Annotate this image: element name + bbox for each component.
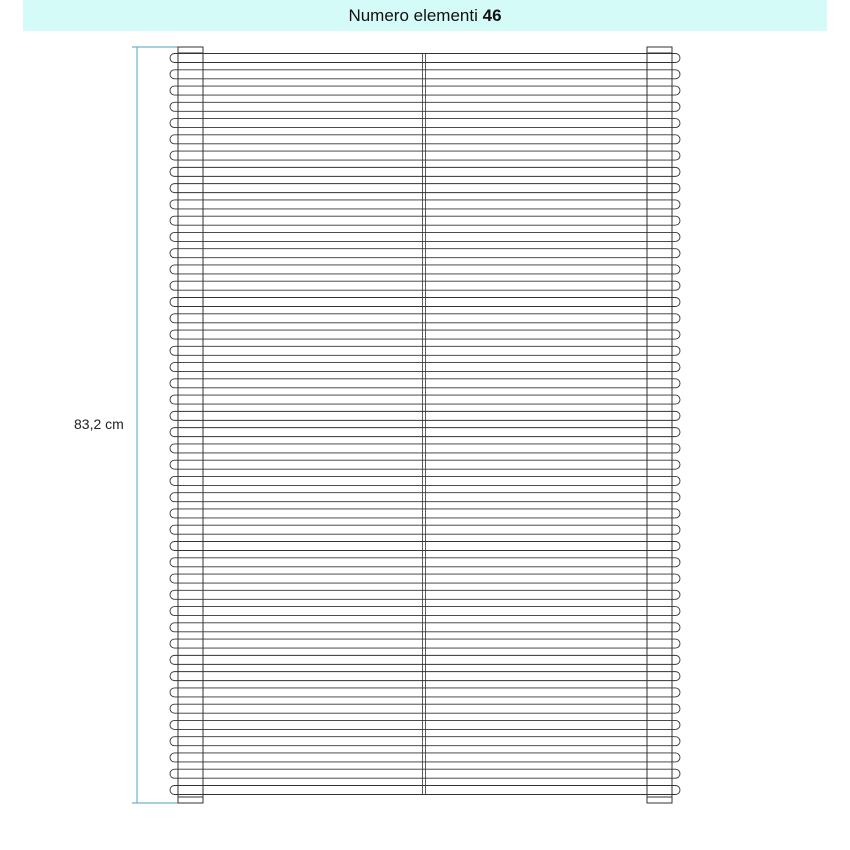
radiator-element (170, 769, 680, 778)
radiator-element (170, 346, 680, 355)
radiator-element (170, 411, 680, 420)
radiator-element (170, 86, 680, 95)
radiator-element (170, 298, 680, 307)
collector-cap-top-right (647, 47, 672, 53)
radiator-body (170, 47, 680, 803)
radiator-element (170, 542, 680, 551)
radiator-element (170, 151, 680, 160)
radiator-element (170, 200, 680, 209)
radiator-element (170, 737, 680, 746)
radiator-element (170, 216, 680, 225)
radiator-element (170, 330, 680, 339)
radiator-element (170, 590, 680, 599)
radiator-element (170, 704, 680, 713)
radiator-element (170, 720, 680, 729)
radiator-element (170, 655, 680, 664)
radiator-element (170, 460, 680, 469)
collector-cap-top-left (178, 47, 203, 53)
collector-cap-bottom-right (647, 797, 672, 803)
radiator-element (170, 558, 680, 567)
element-count: 46 (482, 6, 502, 25)
radiator-element (170, 786, 680, 795)
radiator-element (170, 509, 680, 518)
radiator-element (170, 607, 680, 616)
radiator-element (170, 525, 680, 534)
radiator-element (170, 102, 680, 111)
radiator-element (170, 232, 680, 241)
radiator-element (170, 753, 680, 762)
height-dimension-label: 83,2 cm (74, 416, 124, 432)
radiator-element (170, 281, 680, 290)
radiator-element (170, 395, 680, 404)
radiator-element (170, 444, 680, 453)
radiator-element (170, 265, 680, 274)
radiator-element (170, 167, 680, 176)
radiator-element (170, 493, 680, 502)
radiator-element (170, 639, 680, 648)
radiator-element (170, 428, 680, 437)
title-label: Numero elementi (348, 6, 478, 25)
radiator-element (170, 119, 680, 128)
radiator-element (170, 363, 680, 372)
radiator-element (170, 184, 680, 193)
radiator-element (170, 70, 680, 79)
radiator-element (170, 379, 680, 388)
radiator-element (170, 314, 680, 323)
radiator-element (170, 574, 680, 583)
radiator-element (170, 135, 680, 144)
radiator-element (170, 476, 680, 485)
radiator-element (170, 688, 680, 697)
radiator-element (170, 54, 680, 63)
radiator-element (170, 672, 680, 681)
collector-cap-bottom-left (178, 797, 203, 803)
radiator-element (170, 249, 680, 258)
radiator-element (170, 623, 680, 632)
